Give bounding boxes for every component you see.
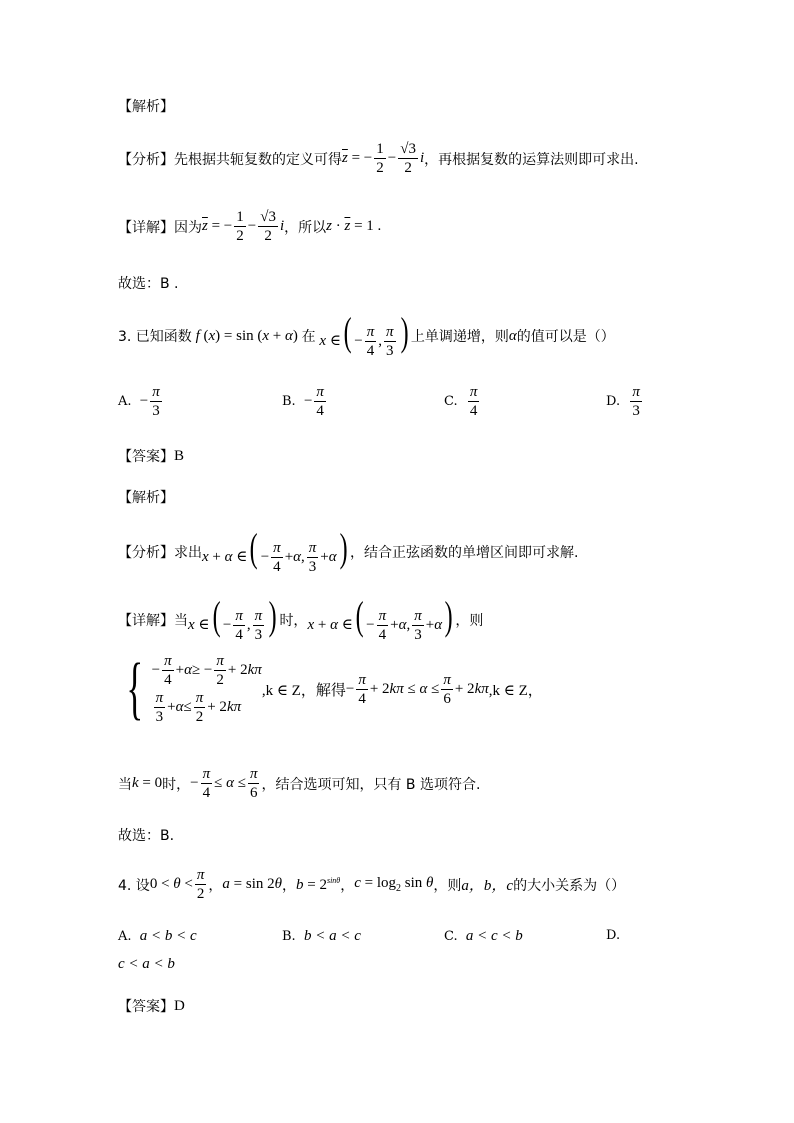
q4-option-d-text: c < a < b — [118, 956, 175, 972]
q3-k0-line: 当 k = 0 时， − $\frac{\pi}{4}$ ≤ α ≤ $\frac{\pi}{6}$ ，结合选项可知，只有 B 选项符合. — [118, 766, 481, 801]
q3-detail-line: 【详解】 当 x ∈( − $\frac{\pi}{4}$ , $\frac{\pi}{3}$ ) 时， x + α ∈( − $\frac{\pi}{4}$ +α, $\frac{\pi}{3}$ +α) ，则 — [118, 593, 484, 644]
q3-analysis-line: 【分析】 求出 x + α ∈( − $\frac{\pi}{4}$ +α, $\frac{\pi}{3}$ +α) ，结合正弦函数的单增区间即可求解. — [118, 525, 579, 576]
q4-option-d-label: D. — [606, 928, 621, 943]
q3-option-d: D. $\frac{\pi}{3}$ — [606, 384, 640, 419]
q2-detail-pre: 因为 — [174, 219, 202, 236]
q2-fenxi-formula: $\overline{z}$ = − $\frac{1}{2}$ − $\frac{√3}{2}$ i — [342, 141, 425, 176]
jiexi-tag: 【解析】 — [118, 99, 174, 115]
q2-fenxi-post: ，再根据复数的运算法则即可求出. — [424, 151, 639, 168]
q3-prefix: 3. 已知函数 — [118, 329, 192, 346]
q2-fenxi-pre: 先根据共轭复数的定义可得 — [174, 151, 342, 168]
analysis-header-2: 【解析】 — [118, 490, 174, 506]
fenxi-tag: 【分析】 — [118, 151, 174, 168]
q2-detail-formula: $\overline{z}$ = − $\frac{1}{2}$ − $\frac{√3}{2}$ i — [202, 209, 285, 244]
q4-stem: 4. 设 0 < θ < $\frac{\pi}{2}$ ， a = sin 2θ ， $b = 2^{sin\theta}$ ， $c = \log_2 \sin \theta$ ，则 a，b，c 的大小关系为（） — [118, 867, 626, 902]
q3-choose: 故选：B. — [118, 828, 175, 844]
q4-option-a: A. a < b < c — [118, 928, 197, 944]
q3-option-c: C. $\frac{\pi}{4}$ — [444, 384, 478, 419]
xiangjie-tag: 【详解】 — [118, 219, 174, 236]
q2-detail-line — [118, 208, 381, 245]
q3-system: { − $\frac{\pi}{4}$ + α ≥ − $\frac{\pi}{2}$ + 2 kπ $\frac{\pi}{3}$ + α ≤ $\frac{\pi}{2}$ + 2 kπ ,k ∈ Z，解得 − $\frac{\pi}{4}$ + 2kπ ≤ α ≤ $\frac{\pi}{6}$ + 2kπ ,k ∈ Z， — [126, 650, 543, 727]
q4-option-b: B. b < a < c — [282, 928, 361, 944]
q2-choose: 故选：B . — [118, 276, 179, 292]
q2-detail-mid: ，所以 — [284, 219, 327, 236]
left-brace: { — [126, 650, 144, 727]
q3-answer: 【答案】 B — [118, 447, 185, 465]
q4-option-c: C. a < c < b — [444, 928, 523, 944]
q3-stem: 3. 已知函数 f (x) = sin (x + α) 在 x ∈( − $\frac{\pi}{4}$ , $\frac{\pi}{3}$ ) 上单调递增，则 α 的值可以是（） — [118, 309, 615, 360]
q2-product: $z \cdot \overline{z}$ — [326, 218, 351, 234]
q3-option-b: B. − $\frac{\pi}{4}$ — [282, 384, 324, 419]
q2-detail-post: = 1 . — [354, 218, 382, 234]
q3-interval: x ∈( − $\frac{\pi}{4}$ , $\frac{\pi}{3}$ ) — [319, 309, 409, 360]
q2-analysis-line — [118, 140, 639, 177]
q3-option-a: A. − $\frac{\pi}{3}$ — [118, 384, 160, 419]
q3-function: f (x) = sin (x + α) — [195, 327, 302, 344]
analysis-header-1 — [118, 96, 174, 116]
q4-answer: 【答案】 D — [118, 997, 185, 1015]
q3-fenxi-formula: x + α ∈( − $\frac{\pi}{4}$ +α, $\frac{\pi}{3}$ +α) — [202, 525, 348, 576]
